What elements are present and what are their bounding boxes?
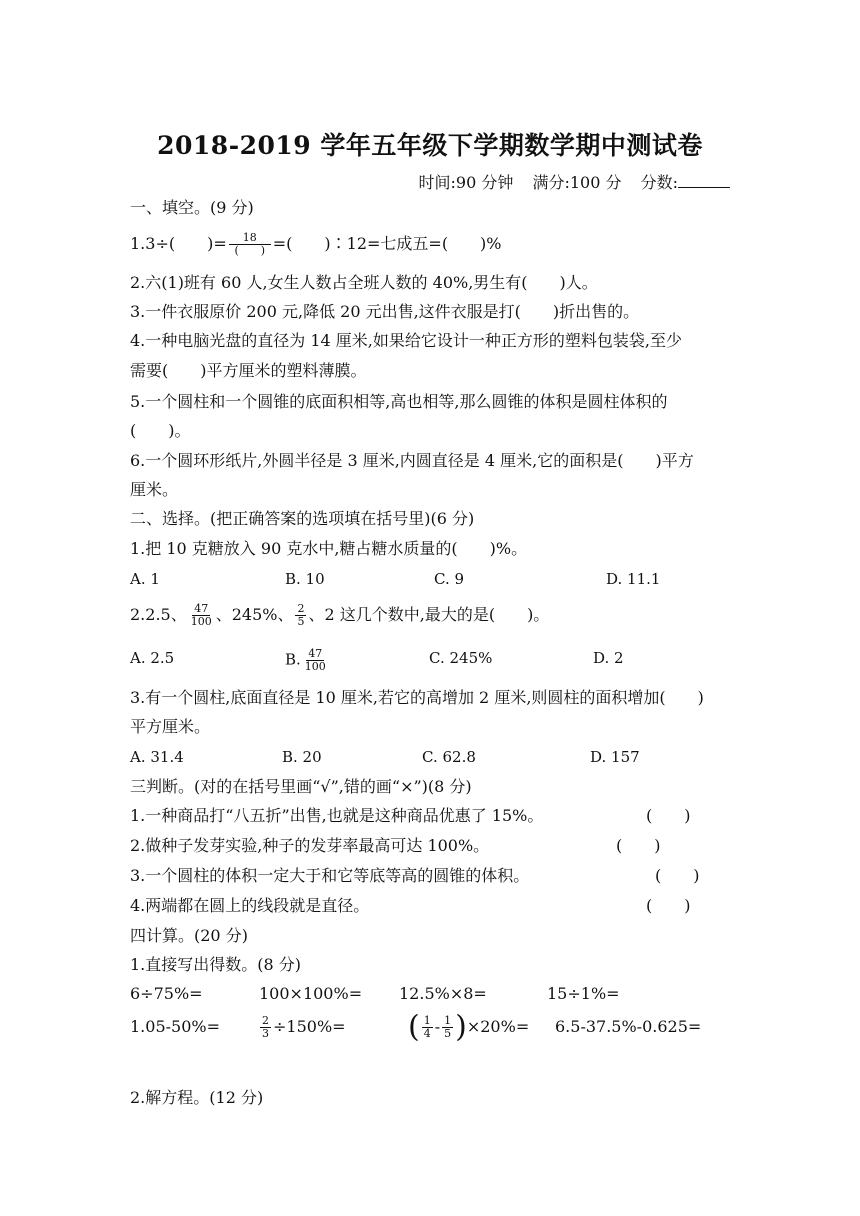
calc-6-fraction xyxy=(260,1015,271,1040)
q1-fraction xyxy=(229,232,271,257)
s2-q2-option-b xyxy=(285,648,330,673)
fraction-denominator: 5 xyxy=(297,615,305,628)
s3-item-2-answer[interactable]: ( ) xyxy=(616,836,661,855)
fraction-denominator: 100 xyxy=(190,615,212,628)
s2-q2-part-a: 2.2.5、 xyxy=(130,605,187,624)
section-3-heading: 三判断。(对的在括号里画“√”,错的画“×”)(8 分) xyxy=(130,777,472,796)
fraction-denominator: 5 xyxy=(444,1027,452,1040)
s1-question-3: 3.一件衣服原价 200 元,降低 20 元出售,这件衣服是打( )折出售的。 xyxy=(130,302,640,321)
section-2-heading: 二、选择。(把正确答案的选项填在括号里)(6 分) xyxy=(130,509,475,528)
calc-7-rest: ×20%= xyxy=(466,1017,530,1036)
s2-q2-option-a: A. 2.5 xyxy=(130,649,175,667)
s3-item-2: 2.做种子发芽实验,种子的发芽率最高可达 100%。 xyxy=(130,836,490,855)
option-letter: B. xyxy=(285,650,301,669)
calc-7-fraction-1 xyxy=(422,1015,433,1040)
q1-fraction-numerator: 18 xyxy=(229,232,271,245)
s3-item-1: 1.一种商品打“八五折”出售,也就是这种商品优惠了 15%。 xyxy=(130,806,544,825)
s2-q1-option-a: A. 1 xyxy=(130,570,160,588)
q1-part-b: =( )∶12=七成五=( )% xyxy=(272,234,502,253)
s2-q1-option-c: C. 9 xyxy=(434,570,465,588)
s1-question-6-line-1: 6.一个圆环形纸片,外圆半径是 3 厘米,内圆直径是 4 厘米,它的面积是( )平方 xyxy=(130,451,694,470)
fraction-numerator: 2 xyxy=(297,602,305,615)
score-field xyxy=(641,173,730,192)
s1-question-4-line-2: 需要( )平方厘米的塑料薄膜。 xyxy=(130,361,367,380)
fraction-denominator: 100 xyxy=(304,660,326,673)
calc-5: 1.05-50%= xyxy=(130,1017,220,1036)
s4-sub-2: 2.解方程。(12 分) xyxy=(130,1088,264,1107)
s2-q3-option-b: B. 20 xyxy=(282,748,322,766)
fraction-denominator: 3 xyxy=(262,1027,269,1040)
s2-question-3-line-1: 3.有一个圆柱,底面直径是 10 厘米,若它的高增加 2 厘米,则圆柱的面积增加( ) xyxy=(130,688,704,707)
s1-question-2: 2.六(1)班有 60 人,女生人数占全班人数的 40%,男生有( )人。 xyxy=(130,273,598,292)
q1-part-a: 1.3÷( )= xyxy=(130,234,227,253)
s2-q2-option-d: D. 2 xyxy=(593,649,624,667)
exam-info xyxy=(405,170,730,193)
s1-question-6-line-2: 厘米。 xyxy=(130,480,179,499)
s2-q2-part-b: 、245%、 xyxy=(215,605,294,624)
s2-q1-option-b: B. 10 xyxy=(285,570,325,588)
calc-2: 100×100%= xyxy=(259,984,363,1003)
s2-question-1: 1.把 10 克糖放入 90 克水中,糖占糖水质量的( )%。 xyxy=(130,539,528,558)
right-paren: ) xyxy=(455,1009,467,1045)
calc-4: 15÷1%= xyxy=(547,984,620,1003)
q1-fraction-denominator: ( ) xyxy=(234,244,266,257)
s1-question-5-line-1: 5.一个圆柱和一个圆锥的底面积相等,高也相等,那么圆锥的体积是圆柱体积的 xyxy=(130,392,668,411)
s2-question-2 xyxy=(130,603,549,628)
s2-q2-option-b-fraction xyxy=(303,648,328,673)
s2-q2-part-c: 、2 这几个数中,最大的是( )。 xyxy=(308,605,550,624)
s2-q2-option-c: C. 245% xyxy=(429,649,493,667)
section-1-heading: 一、填空。(9 分) xyxy=(130,198,254,217)
s4-sub-1: 1.直接写出得数。(8 分) xyxy=(130,955,302,974)
fraction-numerator: 47 xyxy=(194,602,209,615)
s1-question-1 xyxy=(130,232,502,257)
score-label: 分数: xyxy=(640,173,678,192)
time-limit: 时间:90 分钟 xyxy=(418,173,514,192)
fraction-numerator: 1 xyxy=(444,1014,452,1027)
calc-7 xyxy=(408,1010,529,1044)
s2-q3-option-d: D. 157 xyxy=(590,748,640,766)
s1-question-4-line-1: 4.一种电脑光盘的直径为 14 厘米,如果给它设计一种正方形的塑料包装袋,至少 xyxy=(130,331,682,350)
s3-item-4: 4.两端都在圆上的线段就是直径。 xyxy=(130,896,370,915)
s2-q3-option-c: C. 62.8 xyxy=(422,748,476,766)
fraction-numerator: 2 xyxy=(262,1014,269,1027)
s2-q2-fraction-2 xyxy=(295,603,306,628)
left-paren: ( xyxy=(408,1009,420,1045)
score-blank[interactable] xyxy=(678,173,730,188)
calc-1: 6÷75%= xyxy=(130,984,203,1003)
s3-item-3: 3.一个圆柱的体积一定大于和它等底等高的圆锥的体积。 xyxy=(130,866,530,885)
section-4-heading: 四计算。(20 分) xyxy=(130,926,248,945)
s2-question-3-line-2: 平方厘米。 xyxy=(130,717,211,736)
s2-q3-option-a: A. 31.4 xyxy=(130,748,184,766)
calc-6-rest: ÷150%= xyxy=(273,1017,346,1036)
s3-item-1-answer[interactable]: ( ) xyxy=(646,806,691,825)
fraction-numerator: 47 xyxy=(308,647,323,660)
s2-q1-option-d: D. 11.1 xyxy=(606,570,661,588)
s3-item-3-answer[interactable]: ( ) xyxy=(655,866,700,885)
page-title: 2018-2019 学年五年级下学期数学期中测试卷 xyxy=(157,131,703,160)
fraction-denominator: 4 xyxy=(423,1027,431,1040)
s3-item-4-answer[interactable]: ( ) xyxy=(646,896,691,915)
calc-3: 12.5%×8= xyxy=(399,984,487,1003)
calc-8: 6.5-37.5%-0.625= xyxy=(555,1017,702,1036)
s2-q2-fraction-1 xyxy=(189,603,214,628)
minus-sign: - xyxy=(434,1017,441,1036)
calc-7-fraction-2 xyxy=(442,1015,453,1040)
calc-6 xyxy=(258,1010,346,1044)
s1-question-5-line-2: ( )。 xyxy=(130,421,191,440)
fraction-numerator: 1 xyxy=(423,1014,431,1027)
full-score: 满分:100 分 xyxy=(532,173,622,192)
